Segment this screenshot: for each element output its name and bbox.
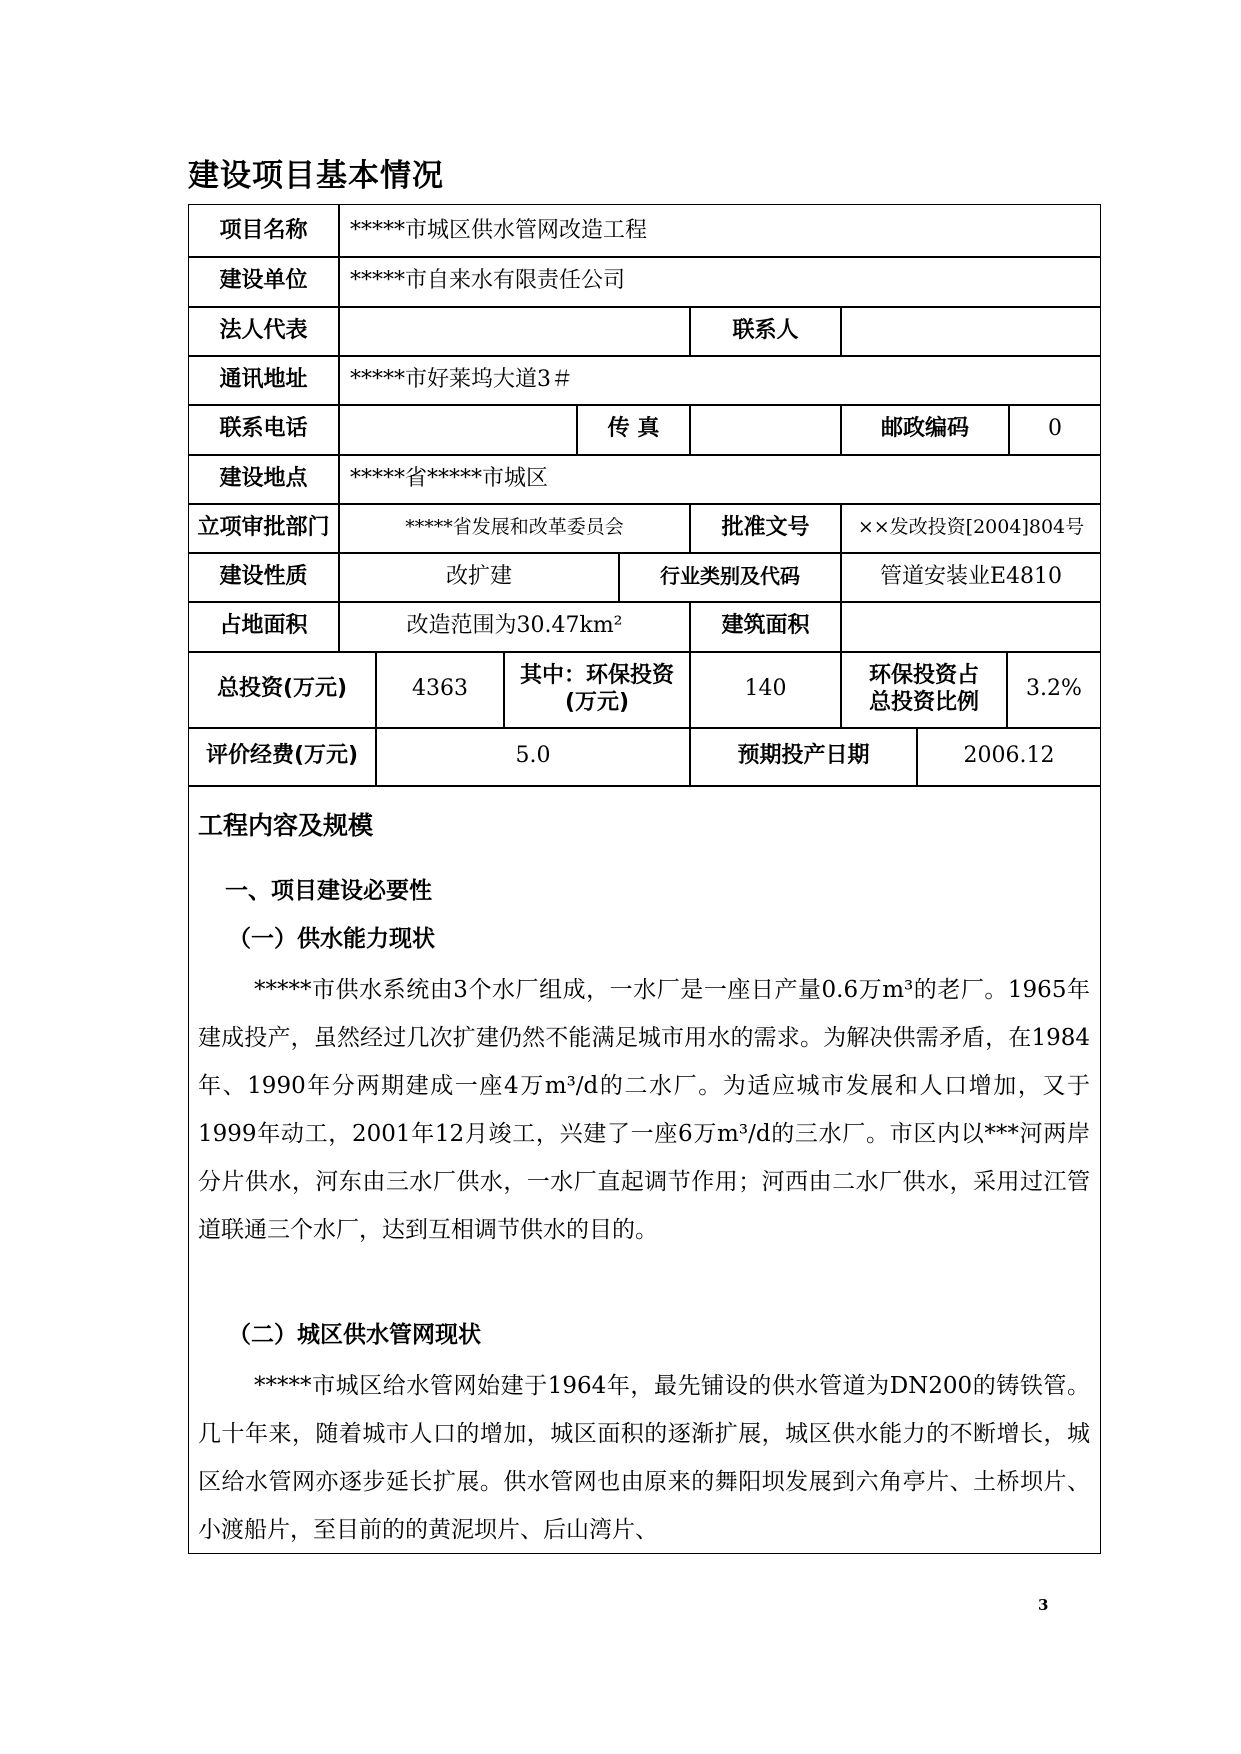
page-title: 建设项目基本情况 <box>188 158 444 194</box>
project-name-value: *****市城区供水管网改造工程 <box>350 217 648 243</box>
eval-fee-label: 评价经费(万元) <box>205 743 359 769</box>
location-value: *****省*****市城区 <box>350 465 549 491</box>
contact-label: 联系人 <box>732 317 799 343</box>
postcode-value: 0 <box>1048 416 1062 442</box>
total-invest-label: 总投资(万元) <box>216 676 348 702</box>
nature-value: 改扩建 <box>445 563 512 589</box>
eval-fee-value: 5.0 <box>515 743 551 769</box>
page-number: 3 <box>1038 1596 1049 1614</box>
section-title: 工程内容及规模 <box>198 811 374 840</box>
env-invest-value: 140 <box>744 676 787 702</box>
fax-value <box>691 404 840 454</box>
approval-dept-label: 立项审批部门 <box>197 514 330 540</box>
floor-area-label: 建筑面积 <box>721 613 810 639</box>
total-invest-value: 4363 <box>412 676 468 702</box>
subheading-supply-capacity: （一）供水能力现状 <box>228 926 435 952</box>
subheading-pipe-network: （二）城区供水管网现状 <box>228 1322 481 1348</box>
env-ratio-label-line2: 总投资比例 <box>868 690 979 715</box>
phone-value <box>340 404 576 454</box>
address-label: 通讯地址 <box>219 366 308 392</box>
builder-label: 建设单位 <box>219 268 308 294</box>
env-invest-label <box>505 651 689 727</box>
paragraph-supply-capacity: *****市供水系统由3个水厂组成，一水厂是一座日产量0.6万m³的老厂。1965年建成投产，虽然经过几次扩建仍然不能满足城市用水的需求。为解决供需矛盾，在1984年、1990年分两期建成一座4万m³/d的二水厂。为适应城市发展和人口增加，又于1999年动工，2001年12月竣工，兴建了一座6万m³/d的三水厂。市区内以***河两岸分片供水，河东由三水厂供水，一水厂直起调节作用；河西由二水厂供水，采用过江管道联通三个水厂，达到互相调节供水的目的。 <box>198 977 1090 1243</box>
area-value: 改造范围为30.47km² <box>406 613 623 639</box>
project-name-label: 项目名称 <box>219 217 308 243</box>
legal-rep-value <box>340 306 689 355</box>
paragraph-pipe-network: *****市城区给水管网始建于1964年，最先铺设的供水管道为DN200的铸铁管。几十年来，随着城市人口的增加，城区面积的逐渐扩展，城区供水能力的不断增长，城区给水管网亦逐步延长扩展。供水管网也由原来的舞阳坝发展到六角亭片、土桥坝片、小渡船片，至目前的的黄泥坝片、后山湾片、 <box>198 1373 1090 1543</box>
row-divider <box>189 785 1100 787</box>
approval-no-label: 批准文号 <box>721 514 810 540</box>
approval-no-value: ××发改投资[2004]804号 <box>857 515 1085 538</box>
contact-value <box>842 306 1100 355</box>
env-ratio-label <box>842 651 1006 727</box>
start-date-value: 2006.12 <box>963 743 1055 769</box>
location-label: 建设地点 <box>219 465 308 491</box>
fax-label: 传 真 <box>607 416 660 442</box>
industry-label: 行业类别及代码 <box>660 564 800 588</box>
legal-rep-label: 法人代表 <box>219 317 308 343</box>
phone-label: 联系电话 <box>219 416 308 442</box>
address-value: *****市好莱坞大道3＃ <box>350 366 573 392</box>
builder-value: *****市自来水有限责任公司 <box>350 268 626 294</box>
industry-value: 管道安装业E4810 <box>879 563 1063 589</box>
nature-label: 建设性质 <box>219 563 308 589</box>
env-ratio-value: 3.2% <box>1026 676 1082 702</box>
heading-necessity: 一、项目建设必要性 <box>225 878 432 904</box>
postcode-label: 邮政编码 <box>880 416 969 442</box>
approval-dept-value: *****省发展和改革委员会 <box>405 515 624 538</box>
floor-area-value <box>842 601 1100 651</box>
start-date-label: 预期投产日期 <box>737 743 870 769</box>
area-label: 占地面积 <box>219 613 308 639</box>
env-invest-label-line1: 其中：环保投资 <box>519 662 674 688</box>
env-invest-label-line2: (万元) <box>564 690 630 715</box>
env-ratio-label-line1: 环保投资占 <box>868 662 979 688</box>
